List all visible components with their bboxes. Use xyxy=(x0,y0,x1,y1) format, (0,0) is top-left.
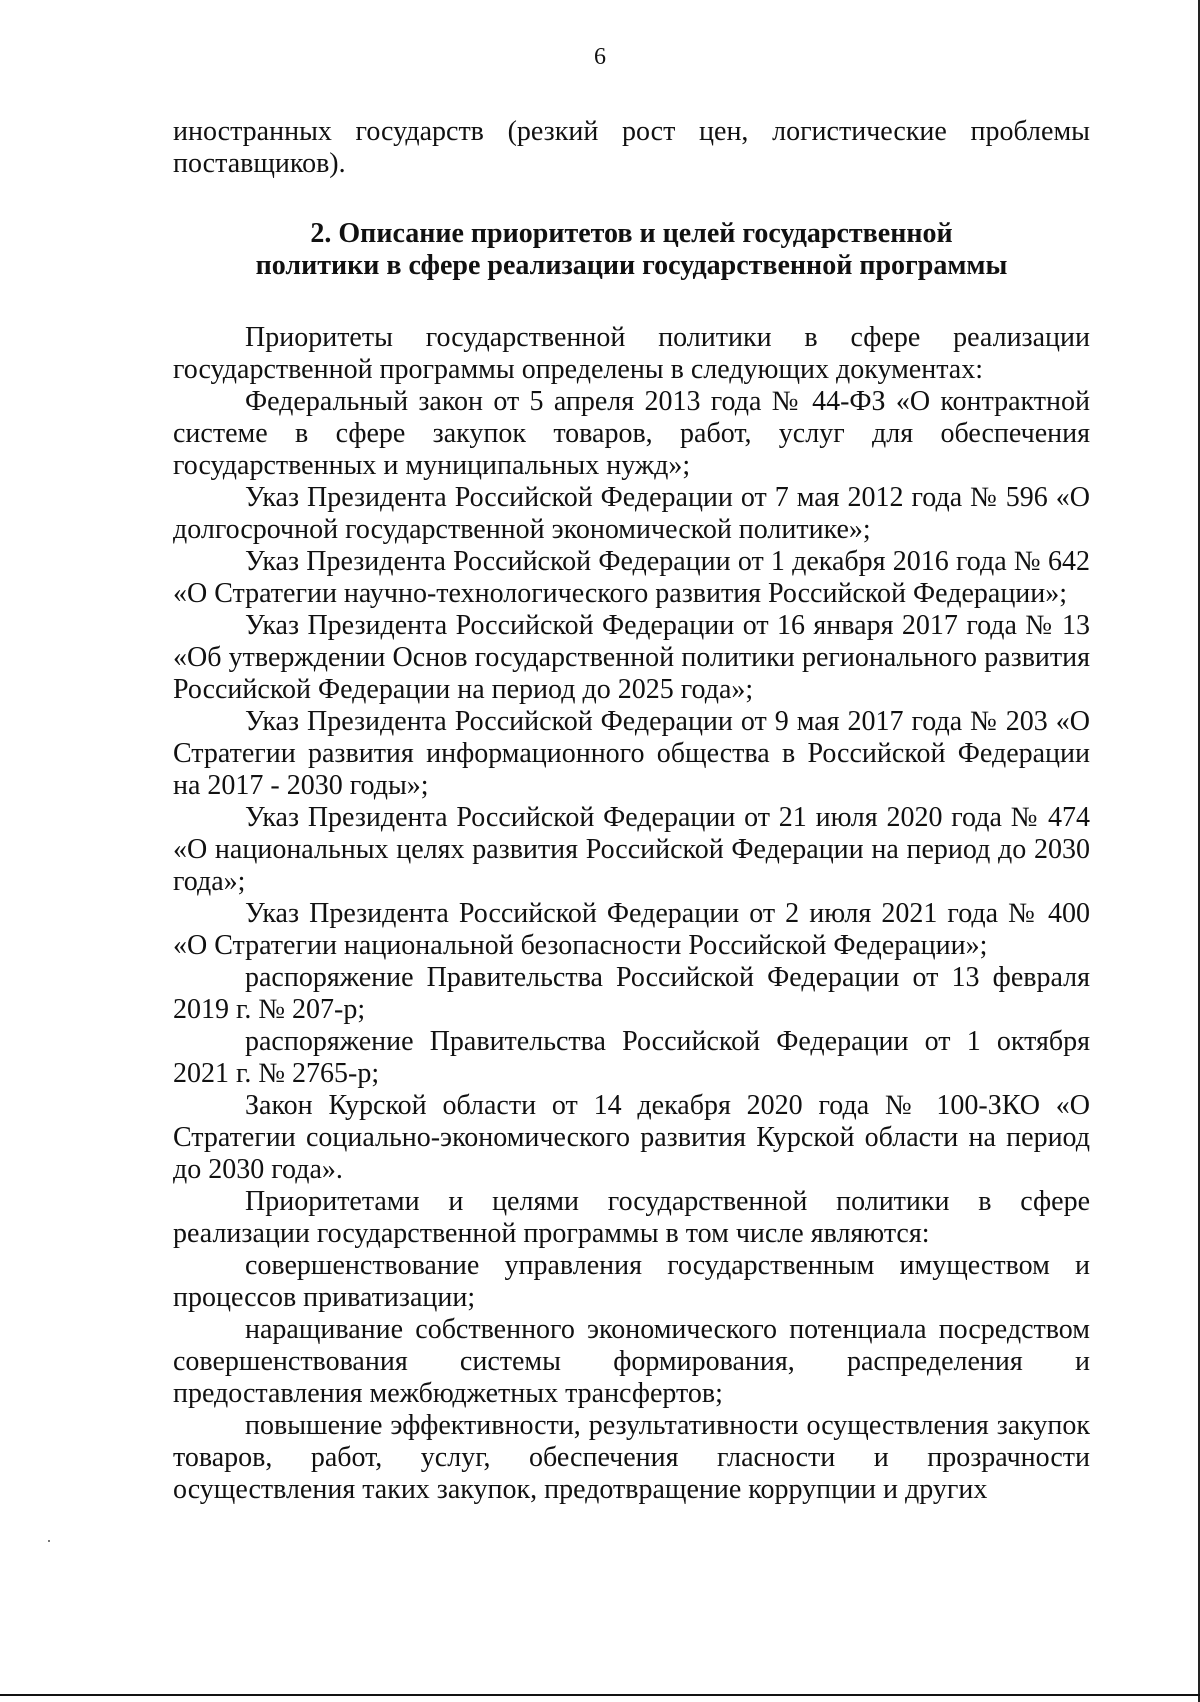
section-heading xyxy=(173,218,1090,282)
paragraph-decree-203: Указ Президента Российской Федерации от 9 мая 2017 года № 203 «О Стратегии развития информационного общества в Российской Федерации на 2017 - 2030 годы»; xyxy=(173,706,1090,801)
paragraph-decree-474: Указ Президента Российской Федерации от 21 июля 2020 года № 474 «О национальных целях развития Российской Федерации на период до 2030 года»; xyxy=(173,802,1090,897)
scan-speck xyxy=(48,1540,50,1542)
paragraph-order-207r: распоряжение Правительства Российской Федерации от 13 февраля 2019 г. № 207-р; xyxy=(173,962,1090,1025)
paragraph-kursk-law-100zko: Закон Курской области от 14 декабря 2020 года № 100-ЗКО «О Стратегии социально-экономического развития Курской области на период до 2030 года». xyxy=(173,1090,1090,1185)
paragraph-priorities-intro: Приоритеты государственной политики в сфере реализации государственной программы определены в следующих документах: xyxy=(173,322,1090,385)
intro-continuation: иностранных государств (резкий рост цен, логистические проблемы поставщиков). xyxy=(173,116,1090,179)
section-heading-line-1: 2. Описание приоритетов и целей государственной xyxy=(310,218,953,249)
paragraph-goal-transfers: наращивание собственного экономического потенциала посредством совершенствования системы формирования, распределения и предоставления межбюджетных трансфертов; xyxy=(173,1314,1090,1409)
paragraph-decree-400: Указ Президента Российской Федерации от 2 июля 2021 года № 400 «О Стратегии национальной безопасности Российской Федерации»; xyxy=(173,898,1090,961)
paragraph-order-2765r: распоряжение Правительства Российской Федерации от 1 октября 2021 г. № 2765-р; xyxy=(173,1026,1090,1089)
page-number: 6 xyxy=(594,44,606,70)
paragraph-goal-property: совершенствование управления государственным имуществом и процессов приватизации; xyxy=(173,1250,1090,1313)
section-heading-line-2: политики в сфере реализации государственной программы xyxy=(255,250,1008,281)
paragraph-goal-procurement: повышение эффективности, результативности осуществления закупок товаров, работ, услуг, обеспечения гласности и прозрачности осуществления таких закупок, предотвращение коррупции и других xyxy=(173,1410,1090,1505)
document-body xyxy=(173,116,1090,1506)
paragraph-decree-13: Указ Президента Российской Федерации от 16 января 2017 года № 13 «Об утверждении Основ государственной политики регионального развития Российской Федерации на период до 2025 года»; xyxy=(173,610,1090,705)
paragraph-decree-642: Указ Президента Российской Федерации от 1 декабря 2016 года № 642 «О Стратегии научно-технологического развития Российской Федерации»; xyxy=(173,546,1090,609)
paragraph-federal-law-44fz: Федеральный закон от 5 апреля 2013 года № 44-ФЗ «О контрактной системе в сфере закупок товаров, работ, услуг для обеспечения государственных и муниципальных нужд»; xyxy=(173,386,1090,481)
paragraph-goals-intro: Приоритетами и целями государственной политики в сфере реализации государственной программы в том числе являются: xyxy=(173,1186,1090,1249)
paragraph-decree-596: Указ Президента Российской Федерации от 7 мая 2012 года № 596 «О долгосрочной государственной экономической политике»; xyxy=(173,482,1090,545)
page-bottom-edge xyxy=(0,1694,1200,1696)
